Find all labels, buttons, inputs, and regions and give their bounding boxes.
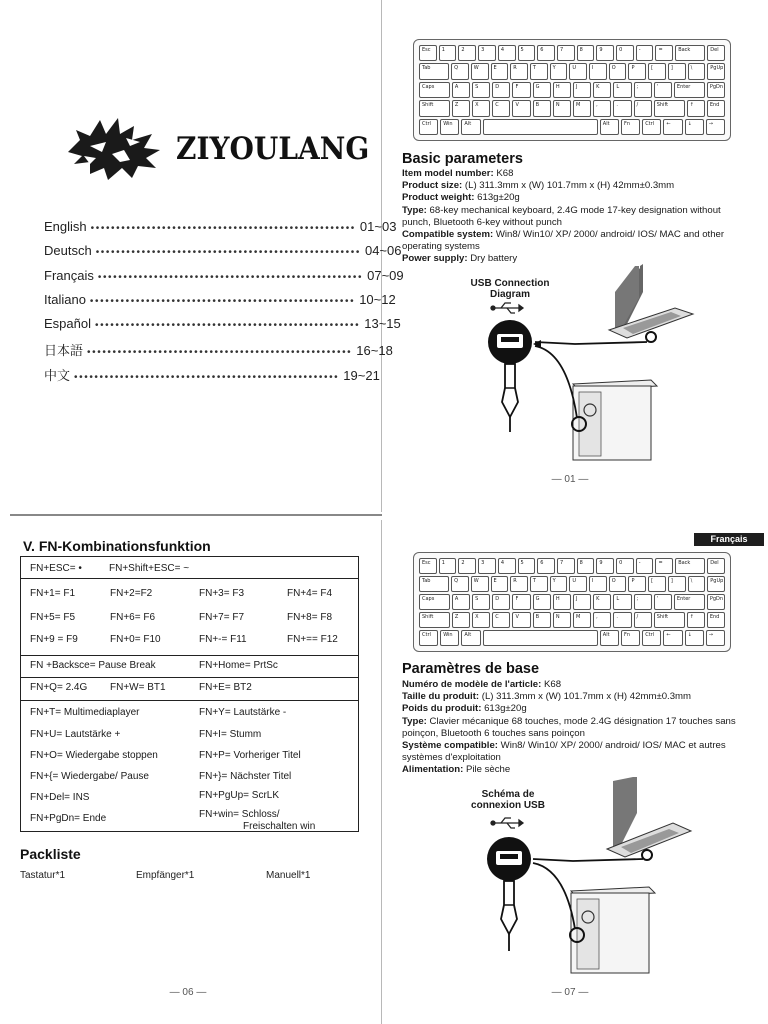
keyboard-key: K: [593, 594, 611, 610]
keyboard-key: →: [706, 119, 725, 135]
keyboard-key: ;: [634, 82, 652, 98]
keyboard-key: [: [648, 63, 666, 79]
fn-entry: FN+Q= 2.4G: [30, 682, 88, 693]
fn-entry: FN+0= F10: [110, 634, 161, 645]
param-row: [402, 764, 742, 776]
keyboard-key: A: [452, 82, 470, 98]
keyboard-key: H: [553, 594, 571, 610]
toc-leader-dots: ••••••••••••••••••••••••••••••••••••••••••••••••••••: [95, 247, 361, 259]
cable-to-laptop: [533, 859, 643, 861]
keyboard-key: S: [472, 82, 490, 98]
keyboard-key: ←: [663, 119, 682, 135]
keyboard-key: ←: [663, 630, 682, 646]
keyboard-key: Alt: [461, 119, 480, 135]
keyboard-key: I: [589, 63, 607, 79]
usb-receiver-icon: [488, 320, 532, 432]
keyboard-key: ': [654, 82, 672, 98]
fn-entry: FN+W= BT1: [110, 682, 166, 693]
toc-label: Français: [44, 267, 94, 283]
keyboard-key: 6: [537, 558, 555, 574]
keyboard-key: PgDn: [707, 594, 725, 610]
keyboard-key: J: [573, 82, 591, 98]
param-label: Système compatible:: [402, 740, 498, 752]
keyboard-key: ]: [668, 576, 686, 592]
fn-entry: FN +Backsce= Pause Break: [30, 660, 156, 671]
keyboard-key: /: [634, 612, 652, 628]
keyboard-key: E: [491, 576, 509, 592]
toc-leader-dots: ••••••••••••••••••••••••••••••••••••••••••••••••••••: [89, 295, 356, 307]
keyboard-key: O: [609, 576, 627, 592]
keyboard-key: P: [628, 63, 646, 79]
keyboard-key: /: [634, 100, 652, 116]
keyboard-key: Z: [452, 100, 470, 116]
keyboard-key: ;: [634, 594, 652, 610]
toc-leader-dots: ••••••••••••••••••••••••••••••••••••••••••••••••••••: [74, 371, 340, 383]
usb-connection-diagram: [475, 805, 695, 985]
fn-entry: FN+T= Multimediaplayer: [30, 707, 140, 718]
keyboard-key: 9: [596, 558, 614, 574]
keyboard-key: G: [533, 594, 551, 610]
keyboard-key: W: [471, 63, 489, 79]
fn-entry: FN+Del= INS: [30, 792, 90, 803]
keyboard-key: Win: [440, 119, 459, 135]
param-value: 613g±20g: [474, 192, 520, 204]
section-heading: Packliste: [20, 846, 81, 862]
keyboard-key: Q: [451, 576, 469, 592]
keyboard-key: U: [569, 63, 587, 79]
fn-entry: FN+E= BT2: [199, 682, 252, 693]
parameters-list: [402, 168, 737, 266]
laptop-icon: [609, 264, 693, 342]
keyboard-key: R: [510, 63, 528, 79]
keyboard-key: Esc: [419, 558, 437, 574]
fn-entry: FN+== F12: [287, 634, 338, 645]
keyboard-key: N: [553, 612, 571, 628]
keyboard-key: Fn: [621, 630, 640, 646]
keyboard-key: Z: [452, 612, 470, 628]
keyboard-key: Del: [707, 45, 725, 61]
keyboard-key: 3: [478, 558, 496, 574]
param-row: [402, 205, 737, 229]
keyboard-key: I: [589, 576, 607, 592]
keyboard-key: =: [655, 45, 673, 61]
keyboard-key: R: [510, 576, 528, 592]
fn-entry: FN+PgUp= ScrLK: [199, 790, 280, 801]
usb-symbol-icon: [491, 303, 523, 313]
param-value: 68-key mechanical keyboard, 2.4G mode 17-key designation without punch, Bluetooth 6-key without punch: [402, 204, 721, 228]
keyboard-key: C: [492, 612, 510, 628]
keyboard-key: 0: [616, 558, 634, 574]
keyboard-key: D: [492, 82, 510, 98]
section-heading: Basic parameters: [402, 151, 523, 167]
keyboard-key: H: [553, 82, 571, 98]
keyboard-key: [483, 119, 598, 135]
fn-entry: Freischalten win: [243, 821, 316, 832]
cable-to-laptop: [535, 342, 647, 344]
keyboard-key: Ctrl: [642, 119, 661, 135]
keyboard-key: M: [573, 612, 591, 628]
toc-pages: 04~06: [364, 243, 402, 259]
keyboard-key: =: [655, 558, 673, 574]
keyboard-key: 6: [537, 45, 555, 61]
toc-pages: 13~15: [364, 316, 401, 332]
param-value: (L) 311.3mm x (W) 101.7mm x (H) 42mm±0.3mm: [479, 691, 692, 703]
toc-leader-dots: ••••••••••••••••••••••••••••••••••••••••••••••••••••: [90, 223, 356, 234]
fn-entry: FN+1= F1: [30, 588, 76, 599]
diagram-caption: USB Connection Diagram: [470, 278, 550, 300]
toc-pages: 01~03: [359, 219, 397, 234]
keyboard-key: 2: [458, 45, 476, 61]
cable-to-desktop: [533, 863, 575, 929]
fn-entry: FN+3= F3: [199, 588, 245, 599]
keyboard-key: X: [472, 100, 490, 116]
keyboard-key: ,: [593, 612, 611, 628]
keyboard-key: 2: [458, 558, 476, 574]
fn-entry: FN+win= Schloss/: [199, 809, 280, 820]
keyboard-key: T: [530, 576, 548, 592]
page-number: — 06 —: [169, 987, 207, 998]
keyboard-key: 5: [518, 45, 536, 61]
fn-entry: FN+{= Wiedergabe/ Pause: [30, 771, 149, 782]
keyboard-key: Ctrl: [419, 119, 438, 135]
keyboard-key: [483, 630, 598, 646]
param-value: 613g±20g: [481, 703, 527, 715]
usb-connection-diagram: [475, 292, 695, 462]
keyboard-key: Tab: [419, 63, 449, 79]
keyboard-key: T: [530, 63, 548, 79]
keyboard-key: End: [707, 100, 725, 116]
param-value: Win8/ Win10/ XP/ 2000/ android/ IOS/ MAC and other operating systems: [402, 229, 725, 253]
center-fold-line-lower: [381, 520, 382, 1024]
keyboard-key: PgDn: [707, 82, 725, 98]
toc-label: Español: [44, 316, 91, 332]
wolf-head-icon: [60, 112, 172, 184]
brand-wordmark: ZIYOULANG: [176, 130, 370, 167]
keyboard-key: P: [628, 576, 646, 592]
keyboard-key: G: [533, 82, 551, 98]
table-divider: [21, 700, 358, 701]
keyboard-key: W: [471, 576, 489, 592]
fn-entry: FN+PgDn= Ende: [30, 813, 107, 824]
toc-leader-dots: ••••••••••••••••••••••••••••••••••••••••••••••••••••: [94, 320, 361, 332]
desktop-tower-icon: [572, 380, 657, 460]
param-value: Win8/ Win10/ XP/ 2000/ android/ IOS/ MAC et autres systèmes d'exploitation: [402, 740, 726, 764]
toc-pages: 07~09: [367, 267, 404, 283]
toc-row: [44, 316, 401, 340]
pack-item: Manuell*1: [266, 870, 311, 881]
page-number: — 01 —: [551, 474, 589, 485]
fn-entry: FN+I= Stumm: [199, 729, 262, 740]
usb-symbol-icon: [491, 818, 523, 828]
keyboard-key: 5: [518, 558, 536, 574]
toc-row: [44, 365, 380, 389]
toc-label: 中文: [44, 367, 71, 383]
fn-entry: FN+6= F6: [110, 612, 156, 623]
keyboard-key: 8: [577, 558, 595, 574]
section-heading: V. FN-Kombinationsfunktion: [23, 538, 211, 554]
keyboard-key: →: [706, 630, 725, 646]
param-label: Item model number:: [402, 168, 494, 179]
keyboard-key: V: [512, 100, 530, 116]
keyboard-key: Alt: [600, 119, 619, 135]
param-value: Dry battery: [467, 253, 518, 265]
toc-label: English: [44, 219, 87, 234]
keyboard-key: Enter: [674, 594, 705, 610]
keyboard-key: Enter: [674, 82, 705, 98]
keyboard-key: 4: [498, 558, 516, 574]
toc-label: Deutsch: [44, 243, 92, 259]
param-row: [402, 168, 737, 180]
keyboard-key: K: [593, 82, 611, 98]
keyboard-key: .: [613, 100, 631, 116]
param-row: [402, 716, 742, 740]
keyboard-key: Alt: [600, 630, 619, 646]
fn-entry: FN+7= F7: [199, 612, 245, 623]
keyboard-key: End: [707, 612, 725, 628]
keyboard-key: Shift: [419, 100, 450, 116]
keyboard-key: 7: [557, 558, 575, 574]
keyboard-key: F: [512, 82, 530, 98]
param-label: Poids du produit:: [402, 703, 482, 715]
pack-item: Tastatur*1: [20, 870, 66, 881]
keyboard-key: Back: [675, 558, 705, 574]
keyboard-key: ': [654, 594, 672, 610]
keyboard-key: Esc: [419, 45, 437, 61]
language-badge: Français: [694, 533, 764, 546]
param-value: K68: [541, 679, 562, 690]
keyboard-key: V: [512, 612, 530, 628]
param-row: [402, 180, 737, 192]
keyboard-key: J: [573, 594, 591, 610]
keyboard-key: 3: [478, 45, 496, 61]
section-heading: Paramètres de base: [402, 661, 540, 677]
fn-entry: FN+Shift+ESC= ~: [109, 563, 190, 574]
fn-entry: FN+2=F2: [110, 588, 153, 599]
keyboard-key: ]: [668, 63, 686, 79]
param-value: Clavier mécanique 68 touches, mode 2.4G désignation 17 touches sans poinçon, Bluetooth 6 touches sans poinçon: [402, 715, 736, 739]
fn-entry: FN+O= Wiedergabe stoppen: [30, 750, 158, 761]
param-row: [402, 740, 742, 764]
keyboard-key: 8: [577, 45, 595, 61]
keyboard-key: L: [613, 82, 631, 98]
toc-pages: 19~21: [343, 367, 380, 383]
toc-leader-dots: ••••••••••••••••••••••••••••••••••••••••••••••••••••: [97, 271, 364, 283]
toc-row: [44, 219, 397, 243]
pack-item: Empfänger*1: [136, 870, 195, 881]
keyboard-key: B: [533, 100, 551, 116]
fn-entry: FN+P= Vorheriger Titel: [199, 750, 301, 761]
keyboard-key: Fn: [621, 119, 640, 135]
keyboard-key: Q: [451, 63, 469, 79]
keyboard-key: U: [569, 576, 587, 592]
param-row: [402, 691, 742, 703]
cut-line-left: [10, 514, 382, 516]
param-value: K68: [493, 168, 514, 179]
keyboard-key: Back: [675, 45, 705, 61]
keyboard-illustration: [413, 39, 731, 141]
keyboard-key: .: [613, 612, 631, 628]
table-of-contents: [44, 219, 404, 389]
keyboard-key: Y: [550, 63, 568, 79]
param-label: Taille du produit:: [402, 691, 480, 703]
param-label: Type:: [402, 715, 427, 727]
keyboard-key: Ctrl: [419, 630, 438, 646]
keyboard-key: S: [472, 594, 490, 610]
brand-logo: [60, 112, 370, 184]
fn-combination-table: [20, 556, 359, 832]
laptop-icon: [607, 777, 691, 860]
keyboard-key: F: [512, 594, 530, 610]
param-row: [402, 679, 742, 691]
keyboard-key: Shift: [654, 612, 685, 628]
usb-receiver-icon: [487, 837, 531, 951]
keyboard-key: ↓: [685, 119, 704, 135]
param-label: Product size:: [402, 180, 463, 192]
desktop-tower-icon: [570, 887, 655, 973]
keyboard-key: A: [452, 594, 470, 610]
keyboard-key: [: [648, 576, 666, 592]
param-label: Product weight:: [402, 192, 475, 204]
keyboard-key: Shift: [419, 612, 450, 628]
param-row: [402, 253, 737, 265]
fn-entry: FN+9 = F9: [30, 634, 78, 645]
keyboard-key: ,: [593, 100, 611, 116]
keyboard-illustration: [413, 552, 731, 652]
keyboard-key: M: [573, 100, 591, 116]
keyboard-key: Alt: [461, 630, 480, 646]
cable-to-desktop: [535, 346, 577, 418]
keyboard-key: C: [492, 100, 510, 116]
keyboard-key: Caps: [419, 594, 450, 610]
keyboard-key: PgUp: [707, 576, 725, 592]
param-label: Alimentation:: [402, 764, 464, 776]
keyboard-key: D: [492, 594, 510, 610]
keyboard-key: ↑: [687, 100, 705, 116]
table-divider: [21, 677, 358, 678]
keyboard-key: B: [533, 612, 551, 628]
keyboard-key: ↑: [687, 612, 705, 628]
toc-label: 日本語: [44, 343, 84, 359]
param-value: (L) 311.3mm x (W) 101.7mm x (H) 42mm±0.3mm: [462, 180, 675, 192]
toc-row: [44, 291, 396, 316]
keyboard-key: Caps: [419, 82, 450, 98]
toc-pages: 16~18: [356, 343, 393, 359]
table-divider: [21, 655, 358, 656]
param-value: Pile sèche: [463, 764, 511, 776]
fn-entry: FN+5= F5: [30, 612, 76, 623]
parameters-list: [402, 679, 742, 777]
keyboard-key: Win: [440, 630, 459, 646]
diagram-caption: Schéma de connexion USB: [471, 789, 545, 811]
toc-leader-dots: ••••••••••••••••••••••••••••••••••••••••••••••••••••: [87, 347, 353, 359]
keyboard-key: 1: [439, 558, 457, 574]
fn-entry: FN+4= F4: [287, 588, 333, 599]
page-number: — 07 —: [551, 987, 589, 998]
fn-entry: FN+Home= PrtSc: [199, 660, 278, 671]
keyboard-key: Del: [707, 558, 725, 574]
keyboard-key: Ctrl: [642, 630, 661, 646]
table-divider: [21, 578, 358, 579]
toc-pages: 10~12: [359, 291, 396, 307]
toc-row: [44, 243, 402, 267]
toc-row: [44, 340, 393, 364]
param-row: [402, 229, 737, 253]
keyboard-key: Shift: [654, 100, 685, 116]
toc-row: [44, 267, 404, 292]
param-row: [402, 192, 737, 204]
keyboard-key: \: [688, 63, 706, 79]
fn-entry: FN+U= Lautstärke +: [30, 729, 121, 740]
fn-entry: FN+Y= Lautstärke -: [199, 707, 287, 718]
keyboard-key: -: [636, 558, 654, 574]
keyboard-key: O: [609, 63, 627, 79]
keyboard-key: E: [491, 63, 509, 79]
keyboard-key: 1: [439, 45, 457, 61]
fn-entry: FN+ESC= •: [30, 563, 82, 574]
toc-label: Italiano: [44, 291, 86, 307]
fn-entry: FN+8= F8: [287, 612, 333, 623]
param-row: [402, 703, 742, 715]
keyboard-key: Tab: [419, 576, 449, 592]
keyboard-key: 4: [498, 45, 516, 61]
fn-entry: FN+}= Nächster Titel: [199, 771, 292, 782]
fn-entry: FN+-= F11: [199, 634, 247, 645]
keyboard-key: X: [472, 612, 490, 628]
keyboard-key: Y: [550, 576, 568, 592]
keyboard-key: \: [688, 576, 706, 592]
keyboard-key: 7: [557, 45, 575, 61]
keyboard-key: N: [553, 100, 571, 116]
keyboard-key: -: [636, 45, 654, 61]
keyboard-key: 0: [616, 45, 634, 61]
param-label: Type:: [402, 204, 427, 216]
keyboard-key: PgUp: [707, 63, 725, 79]
keyboard-key: 9: [596, 45, 614, 61]
param-label: Numéro de modèle de l'article:: [402, 679, 542, 690]
param-label: Power supply:: [402, 253, 468, 265]
keyboard-key: ↓: [685, 630, 704, 646]
keyboard-key: L: [613, 594, 631, 610]
param-label: Compatible system:: [402, 229, 494, 241]
